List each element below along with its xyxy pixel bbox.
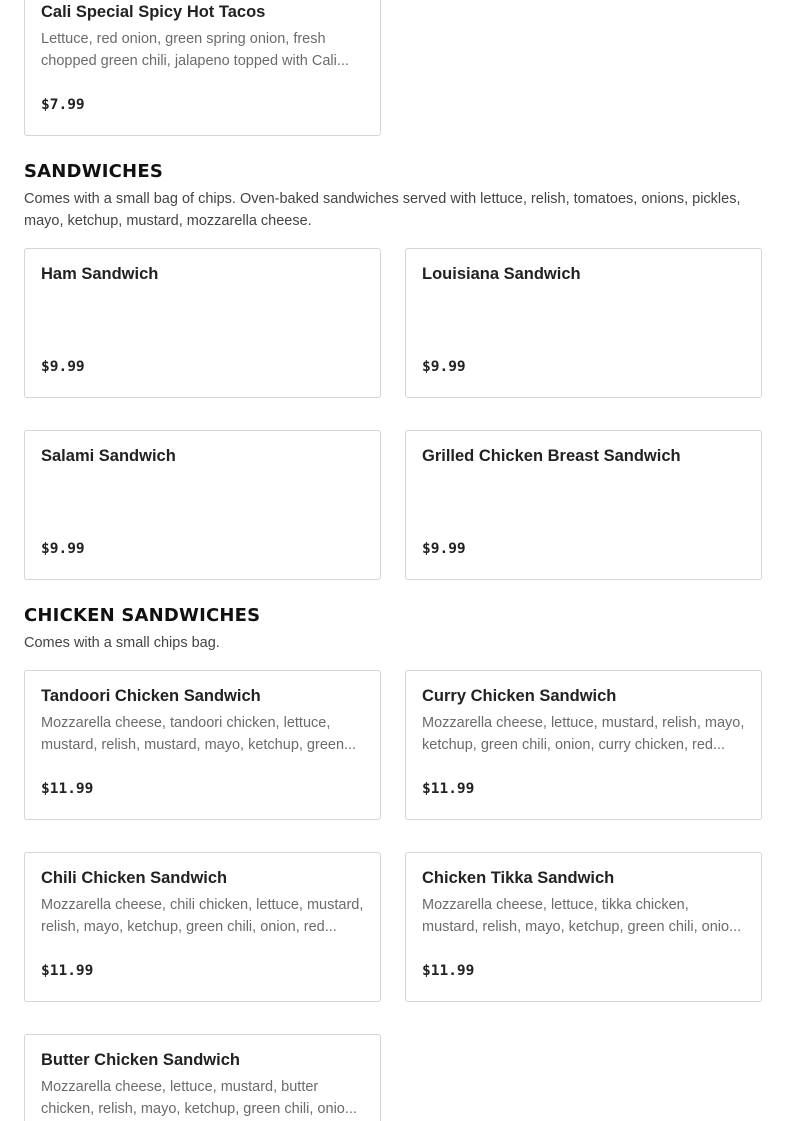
item-price: $9.99 bbox=[41, 541, 85, 557]
menu-item-card[interactable] bbox=[24, 670, 381, 820]
item-name: Chili Chicken Sandwich bbox=[41, 869, 228, 887]
section-title: SANDWICHES bbox=[24, 161, 163, 182]
item-name: Ham Sandwich bbox=[41, 265, 159, 283]
item-name: Chicken Tikka Sandwich bbox=[422, 869, 615, 887]
menu-item-card[interactable] bbox=[405, 670, 762, 820]
section-description: Comes with a small bag of chips. Oven-baked sandwiches served with lettuce, relish, tomatoes, onions, pickles, mayo, ketchup, mustard, mozzarella cheese. bbox=[24, 191, 741, 229]
item-name: Cali Special Spicy Hot Tacos bbox=[41, 3, 266, 21]
item-price: $9.99 bbox=[41, 359, 85, 375]
menu-item-card[interactable] bbox=[24, 248, 381, 398]
menu-item-card[interactable] bbox=[405, 248, 762, 398]
item-description: Mozzarella cheese, chili chicken, lettuce, mustard, relish, mayo, ketchup, green chili, onion, red... bbox=[41, 897, 364, 935]
item-name: Salami Sandwich bbox=[41, 447, 176, 465]
item-description bbox=[41, 472, 364, 516]
item-price: $9.99 bbox=[422, 541, 466, 557]
menu-item-card[interactable] bbox=[405, 852, 762, 1002]
item-name: Tandoori Chicken Sandwich bbox=[41, 687, 261, 705]
item-name: Grilled Chicken Breast Sandwich bbox=[422, 447, 681, 465]
item-name: Curry Chicken Sandwich bbox=[422, 687, 617, 705]
item-price: $11.99 bbox=[422, 781, 475, 797]
menu-item-card[interactable] bbox=[24, 0, 381, 136]
item-price: $11.99 bbox=[422, 963, 475, 979]
item-name: Louisiana Sandwich bbox=[422, 265, 581, 283]
item-description bbox=[422, 472, 745, 516]
menu-item-card[interactable] bbox=[24, 852, 381, 1002]
item-description: Mozzarella cheese, lettuce, tikka chicken, mustard, relish, mayo, ketchup, green chili, onio... bbox=[422, 897, 742, 935]
item-description bbox=[41, 290, 364, 334]
item-name: Butter Chicken Sandwich bbox=[41, 1051, 240, 1069]
menu-item-card[interactable] bbox=[24, 430, 381, 580]
item-description bbox=[422, 290, 745, 334]
item-description: Mozzarella cheese, lettuce, mustard, relish, mayo, ketchup, green chili, onion, curry chicken, red... bbox=[422, 715, 745, 753]
item-price: $11.99 bbox=[41, 963, 94, 979]
section-title: CHICKEN SANDWICHES bbox=[24, 605, 261, 626]
item-description: Mozzarella cheese, lettuce, mustard, butter chicken, relish, mayo, ketchup, green chili, onio... bbox=[41, 1079, 357, 1117]
item-price: $11.99 bbox=[41, 781, 94, 797]
item-description: Lettuce, red onion, green spring onion, fresh chopped green chili, jalapeno topped with Cali... bbox=[41, 31, 349, 69]
section-description: Comes with a small chips bag. bbox=[24, 635, 220, 651]
menu-item-card[interactable] bbox=[405, 430, 762, 580]
item-price: $9.99 bbox=[422, 359, 466, 375]
item-price: $7.99 bbox=[41, 97, 85, 113]
menu-item-card[interactable] bbox=[24, 1034, 381, 1121]
item-description: Mozzarella cheese, tandoori chicken, lettuce, mustard, relish, mustard, mayo, ketchup, green... bbox=[41, 715, 357, 753]
